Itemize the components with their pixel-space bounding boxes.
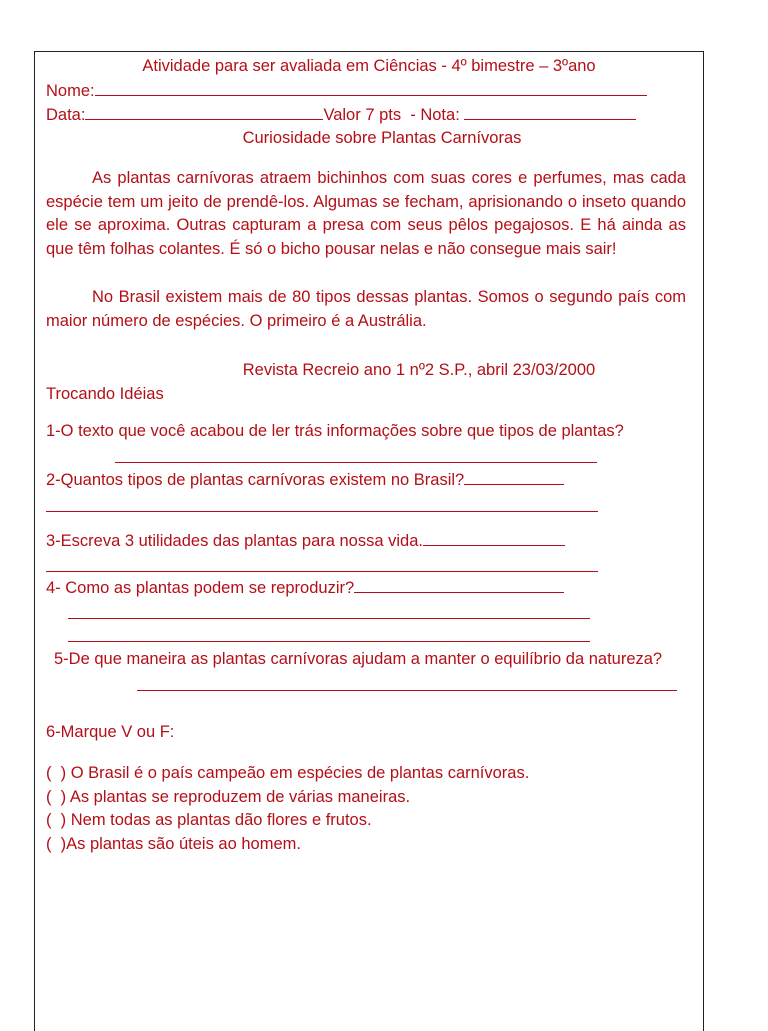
source-citation: Revista Recreio ano 1 nº2 S.P., abril 23/03/2000 bbox=[242, 361, 596, 379]
answer-blank-2[interactable] bbox=[464, 469, 564, 485]
tf-item-3[interactable]: ( ) Nem todas as plantas dão flores e frutos. bbox=[46, 811, 372, 829]
question-4-line bbox=[46, 577, 564, 598]
tf-item-1[interactable]: ( ) O Brasil é o país campeão em espécies de plantas carnívoras. bbox=[46, 764, 530, 782]
question-2-line bbox=[46, 469, 564, 490]
question-5: 5-De que maneira as plantas carnívoras ajudam a manter o equilíbrio da natureza? bbox=[54, 650, 663, 668]
answer-line-1[interactable] bbox=[115, 462, 597, 463]
answer-line-3[interactable] bbox=[46, 571, 598, 572]
reading-paragraph-1: As plantas carnívoras atraem bichinhos com suas cores e perfumes, mas cada espécie tem um jeito de prendê-los. Algumas se fecham, aprisionando o inseto quando ele se aproxima. Outras capturam a presa com seus pêlos pegajosos. E há ainda as que têm folhas colantes. É só o bicho pousar nelas e não consegue mais sair! bbox=[46, 169, 686, 258]
question-6: 6-Marque V ou F: bbox=[46, 723, 175, 741]
answer-blank-3[interactable] bbox=[423, 530, 565, 546]
answer-line-2[interactable] bbox=[46, 511, 598, 512]
date-label: Data: bbox=[46, 106, 86, 124]
answer-line-5[interactable] bbox=[137, 690, 677, 691]
tf-item-4[interactable]: ( )As plantas são úteis ao homem. bbox=[46, 835, 301, 853]
date-blank[interactable] bbox=[85, 104, 323, 120]
answer-line-4b[interactable] bbox=[68, 641, 590, 642]
question-2: 2-Quantos tipos de plantas carnívoras existem no Brasil? bbox=[46, 471, 465, 489]
date-line bbox=[46, 104, 636, 125]
grade-blank[interactable] bbox=[464, 104, 636, 120]
value-grade-label: Valor 7 pts - Nota: bbox=[323, 106, 465, 124]
answer-line-4a[interactable] bbox=[68, 618, 590, 619]
worksheet-title: Atividade para ser avaliada em Ciências - 4º bimestre – 3ºano bbox=[142, 57, 596, 75]
reading-paragraph-2: No Brasil existem mais de 80 tipos dessas plantas. Somos o segundo país com maior número de espécies. O primeiro é a Austrália. bbox=[46, 288, 686, 330]
section-title: Trocando Idéias bbox=[46, 385, 164, 403]
name-blank[interactable] bbox=[95, 80, 647, 96]
tf-item-2[interactable]: ( ) As plantas se reproduzem de várias maneiras. bbox=[46, 788, 411, 806]
name-label: Nome: bbox=[46, 82, 95, 100]
question-3: 3-Escreva 3 utilidades das plantas para nossa vida. bbox=[46, 532, 423, 550]
question-1: 1-O texto que você acabou de ler trás informações sobre que tipos de plantas? bbox=[46, 422, 624, 440]
question-4: 4- Como as plantas podem se reproduzir? bbox=[46, 579, 355, 597]
answer-blank-4[interactable] bbox=[354, 577, 564, 593]
question-3-line bbox=[46, 530, 565, 551]
text-subtitle: Curiosidade sobre Plantas Carnívoras bbox=[242, 129, 522, 147]
name-line bbox=[46, 80, 647, 101]
